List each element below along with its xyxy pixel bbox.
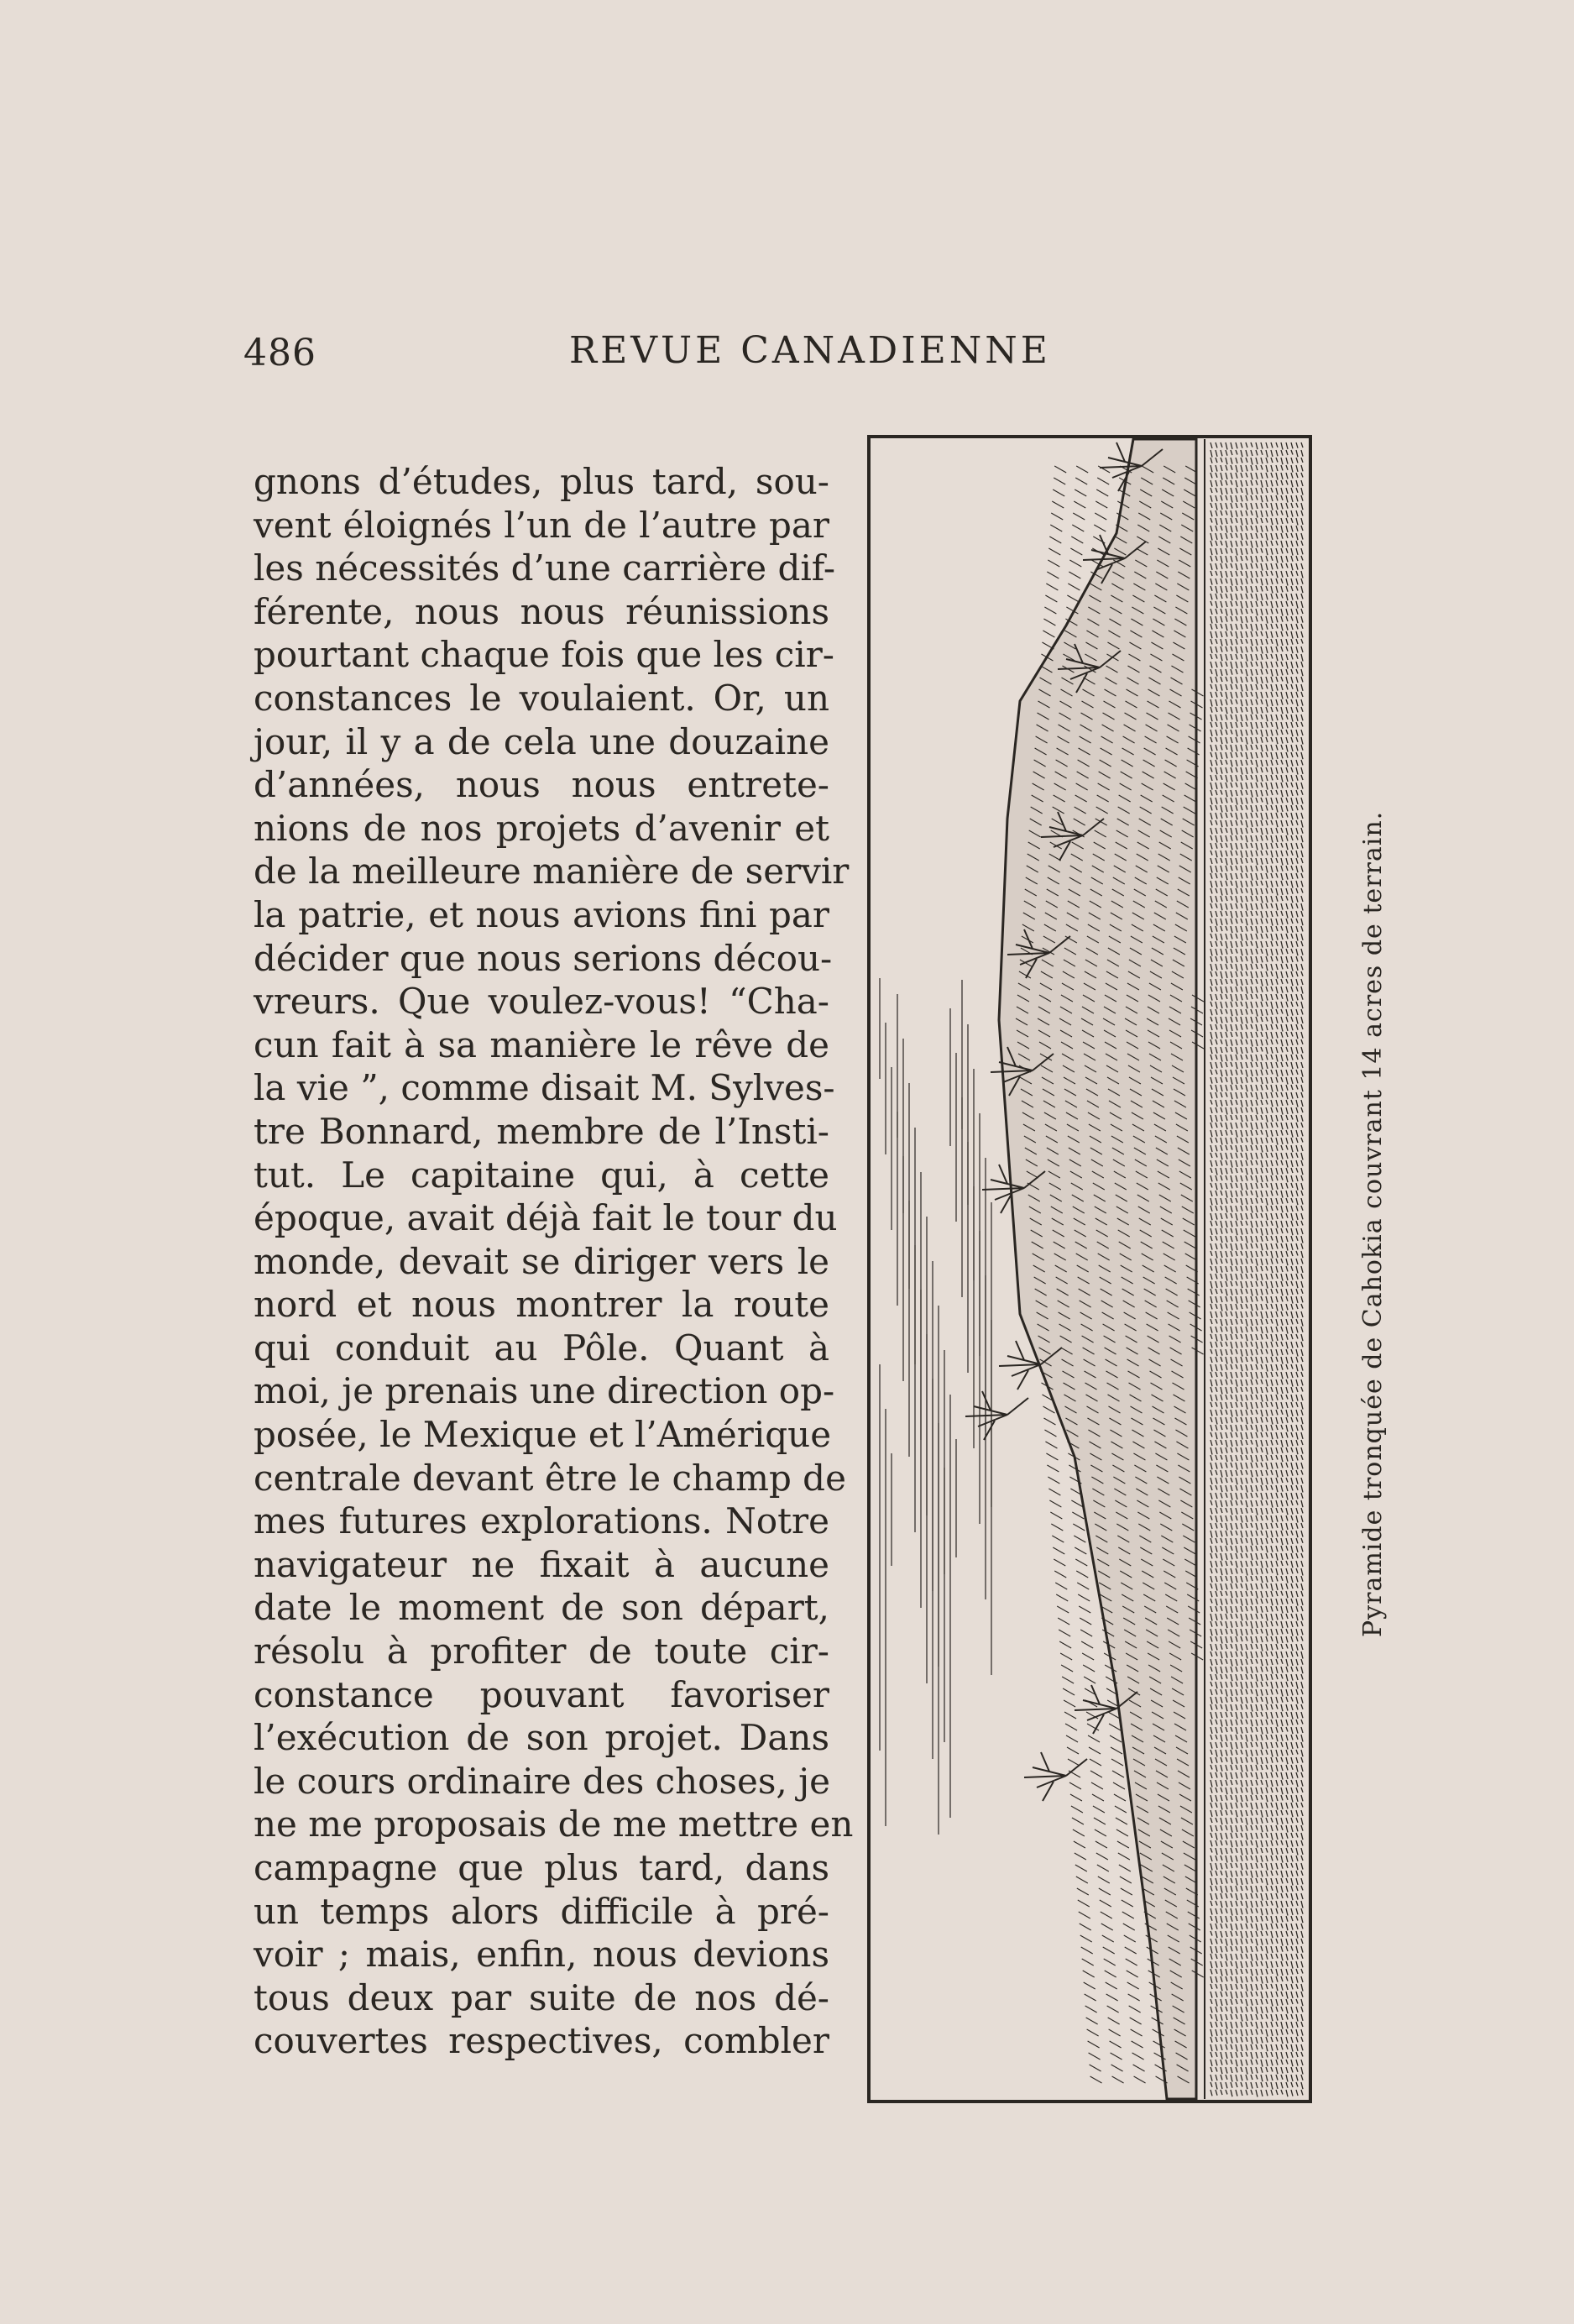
text-line: vreurs. Que voulez-vous! “Cha- [254, 981, 829, 1023]
text-line: voir ; mais, enfin, nous devions [254, 1934, 829, 1976]
text-line: époque, avait déjà fait le tour du [254, 1197, 838, 1239]
text-line: moi, je prenais une direction op- [254, 1370, 835, 1412]
text-line: un temps alors difficile à pré- [254, 1890, 829, 1932]
text-line: qui conduit au Pôle. Quant à [254, 1327, 829, 1369]
text-line: jour, il y a de cela une douzaine [254, 720, 829, 762]
text-line: l’exécution de son projet. Dans [254, 1717, 829, 1759]
text-line: gnons d’études, plus tard, sou- [254, 461, 829, 502]
text-line: décider que nous serions décou- [254, 937, 833, 979]
text-line: couvertes respectives, combler [254, 2020, 829, 2062]
text-line: la vie ”, comme disait M. Sylves- [254, 1067, 835, 1109]
text-line: campagne que plus tard, dans [254, 1847, 829, 1888]
text-line: vent éloignés l’un de l’autre par [254, 504, 829, 546]
text-line: les nécessités d’une carrière dif- [254, 547, 836, 589]
text-line: résolu à profiter de toute cir- [254, 1630, 829, 1672]
text-line: le cours ordinaire des choses, je [254, 1760, 831, 1802]
text-line: d’années, nous nous entrete- [254, 764, 829, 806]
text-line: férente, nous nous réunissions [254, 590, 829, 632]
text-line: tre Bonnard, membre de l’Insti- [254, 1110, 829, 1152]
text-line: centrale devant être le champ de [254, 1457, 846, 1499]
text-line: date le moment de son départ, [254, 1587, 829, 1629]
text-line: posée, le Mexique et l’Amérique [254, 1414, 832, 1456]
text-line: nord et nous montrer la route [254, 1284, 829, 1326]
text-line: la patrie, et nous avions fini par [254, 893, 829, 935]
engraving-figure [865, 432, 1315, 2106]
text-line: constance pouvant favoriser [254, 1673, 829, 1715]
text-line: cun fait à sa manière le rêve de [254, 1023, 829, 1065]
text-line: de la meilleure manière de servir [254, 851, 850, 892]
text-line: constances le voulaient. Or, un [254, 677, 829, 719]
text-line: tut. Le capitaine qui, à cette [254, 1154, 829, 1196]
running-head: REVUE CANADIENNE [569, 329, 1051, 372]
mound-wall-hatching [1211, 442, 1303, 2097]
mound-engraving-illustration [865, 432, 1315, 2106]
text-line: navigateur ne fixait à aucune [254, 1543, 829, 1585]
page-number: 486 [243, 332, 316, 374]
mound-slope [999, 439, 1196, 2099]
text-line: tous deux par suite de nos dé- [254, 1976, 829, 2018]
text-line: pourtant chaque fois que les cir- [254, 634, 834, 676]
figure-caption: Pyramide tronquée de Cahokia couvrant 14 acres de terrain. [1358, 810, 1388, 1637]
text-line: nions de nos projets d’avenir et [254, 807, 829, 849]
text-line: monde, devait se diriger vers le [254, 1240, 829, 1282]
text-line: ne me proposais de me mettre en [254, 1803, 854, 1845]
body-text [254, 460, 854, 2063]
text-line: mes futures explorations. Notre [254, 1500, 829, 1542]
